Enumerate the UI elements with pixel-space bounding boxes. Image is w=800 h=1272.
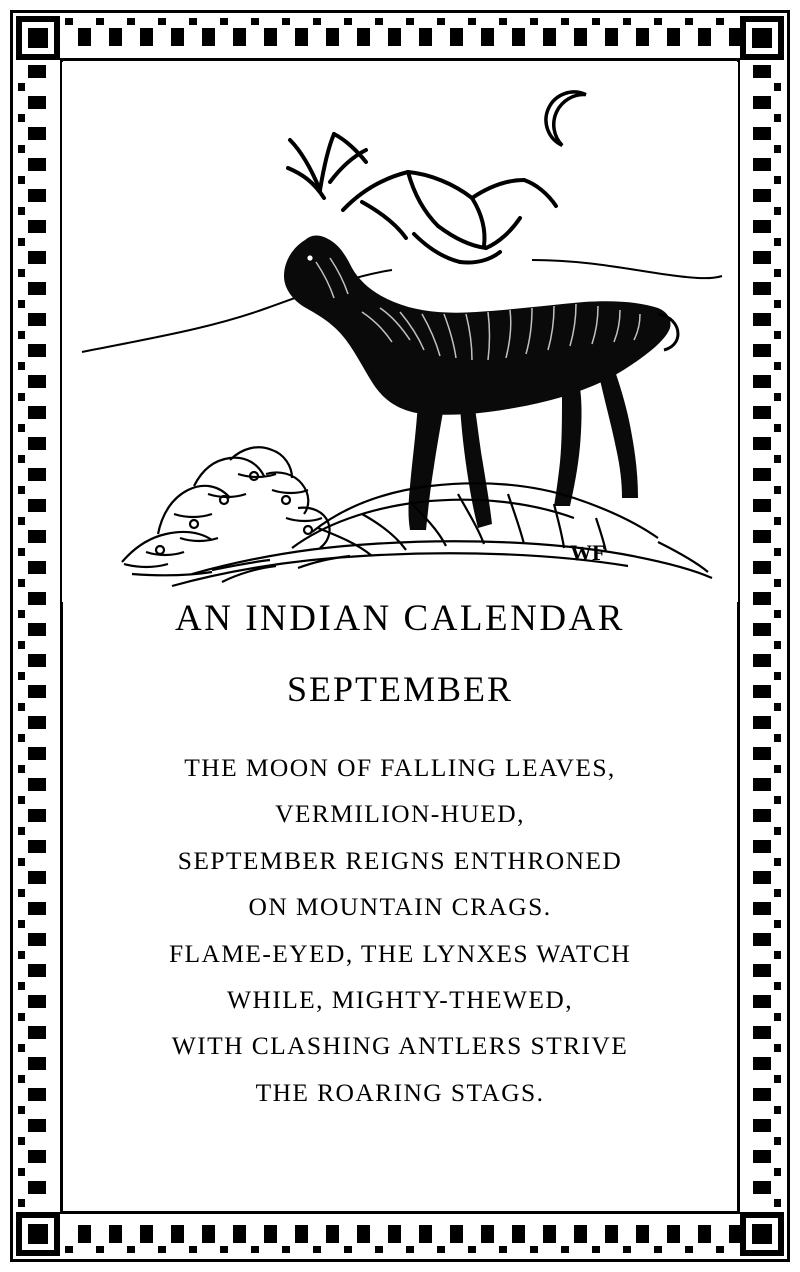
border-corner-bottom-right — [740, 1212, 784, 1256]
poem-line: SEPTEMBER REIGNS ENTHRONED — [177, 845, 623, 875]
elk-illustration — [62, 62, 738, 602]
border-motif-top — [16, 16, 784, 60]
poem-line: FLAME-EYED, THE LYNXES WATCH — [168, 938, 632, 968]
poem-line: VERMILION-HUED, — [275, 799, 525, 829]
elk-illustration-svg — [62, 62, 738, 602]
border-motif-bottom — [16, 1212, 784, 1256]
artist-monogram: WF — [570, 540, 606, 565]
caption-block — [62, 600, 738, 1116]
border-motif-left — [16, 16, 60, 1256]
border-corner-top-left — [16, 16, 60, 60]
border-band-right — [740, 16, 784, 1256]
poem-line: WITH CLASHING ANTLERS STRIVE — [171, 1031, 629, 1061]
border-band-bottom — [16, 1212, 784, 1256]
poem-line: ON MOUNTAIN CRAGS. — [248, 892, 552, 922]
border-corner-bottom-left — [16, 1212, 60, 1256]
poem-line: THE MOON OF FALLING LEAVES, — [184, 753, 616, 782]
poem-line: THE ROARING STAGS. — [255, 1077, 545, 1107]
border-motif-right — [740, 16, 784, 1256]
border-corner-top-right — [740, 16, 784, 60]
poem-text — [62, 745, 738, 1116]
elk-eye — [307, 255, 312, 260]
border-band-top — [16, 16, 784, 60]
poem-line: WHILE, MIGHTY-THEWED, — [227, 985, 573, 1015]
plate-title: AN INDIAN CALENDAR — [175, 598, 625, 639]
border-band-left — [16, 16, 60, 1256]
plate-month: SEPTEMBER — [286, 669, 514, 709]
